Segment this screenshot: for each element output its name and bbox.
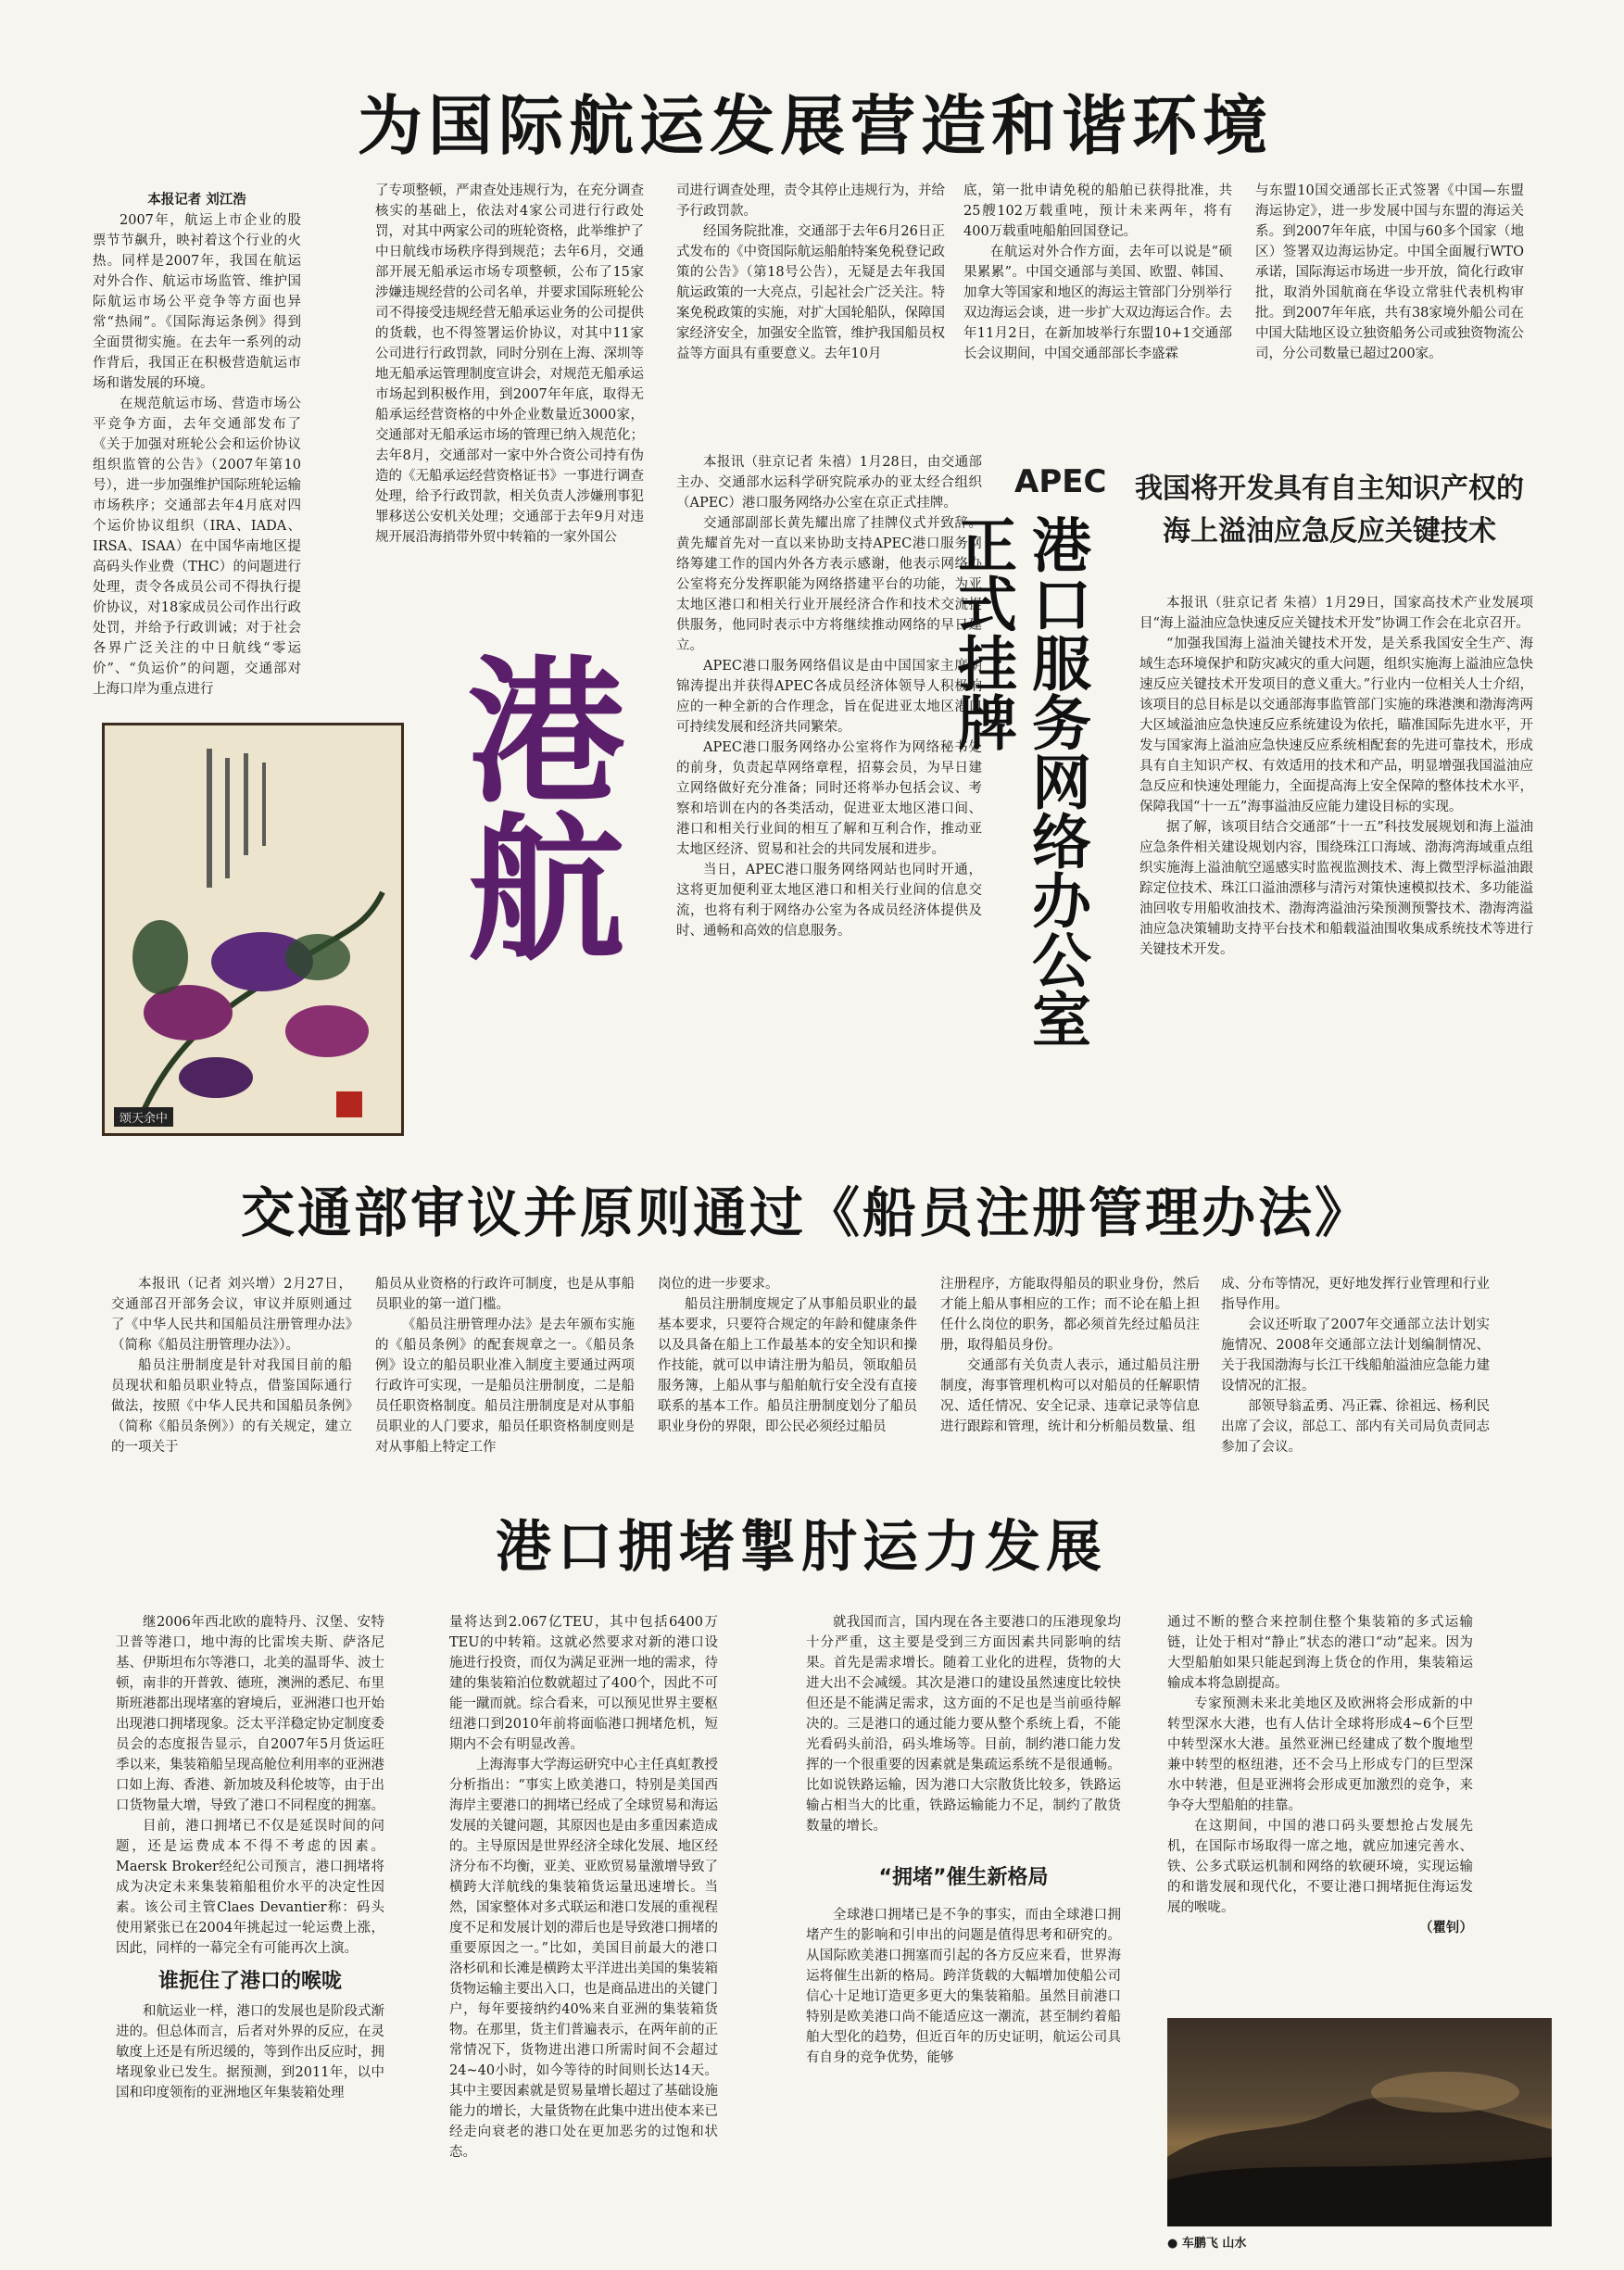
- paragraph: 本报讯（驻京记者 朱禧）1月28日，由交通部主办、交通部水运科学研究院承办的亚太经合组织（APEC）港口服务网络办公室在京正式挂牌。: [676, 455, 982, 511]
- a5-subhead-1: 谁扼住了港口的喉咙: [157, 1970, 342, 1993]
- photo-caption: ● 车鹏飞 山水: [1167, 2237, 1247, 2251]
- a5-col-4: [1167, 1612, 1473, 2001]
- paragraph: APEC港口服务网络倡议是由中国国家主席胡锦涛提出并获得APEC各成员经济体领导人积极响应的一种全新的合作理念，旨在促进亚太地区港口可持续发展和经济共同繁荣。: [676, 659, 982, 735]
- a4-col-5: [1221, 1274, 1490, 1496]
- paragraph: 上海海事大学海运研究中心主任真虹教授分析指出：“事实上欧美港口，特别是美国西海岸主要港口的拥堵已经成了全球贸易和海运发展的关键问题，其原因也是由多重因素造成的。主导原因是世界经济全球化发展、地区经济分布不均衡，亚美、亚欧贸易量激增导致了横跨大洋航线的集装箱货运量迅速增长。当然，国家整体对多式联运和港口发展的重视程度不足和发展计划的滞后也是导致港口拥堵的重要原因之一。”比如，美国目前最大的港口洛杉矶和长滩是横跨太平洋进出美国的集装箱货物运输主要出入口，也是商品进出的关键门户，每年要接纳约40%来自亚洲的集装箱货物。在那里，货主们普遍表示，在两年前的正常情况下，货物进出港口所需时间不会超过24~40小时，如今等待的时间则长达14天。其中主要因素就是贸易量增长超过了基础设施能力的增长，大量货物在此集中进出使本来已经走向衰老的港口处在更加恶劣的过饱和状态。: [449, 1758, 718, 2160]
- a1-byline: 本报记者 刘江浩: [147, 192, 246, 208]
- a2-vertical-headline: 港口服务网络办公室正式挂牌: [948, 514, 1090, 1048]
- paragraph: 本报讯（记者 刘兴增）2月27日，交通部召开部务会议，审议并原则通过了《中华人民共和国船员注册管理办法》（简称《船员注册管理办法》）。: [111, 1277, 352, 1353]
- paragraph: 当日，APEC港口服务网络网站也同时开通，这将更加便利亚太地区港口和相关行业间的信息交流，也将有利于网络办公室为各成员经济体提供及时、通畅和高效的信息服务。: [676, 863, 982, 939]
- a4-col-3: [658, 1274, 917, 1496]
- a3-headline: [1112, 468, 1547, 553]
- paragraph: 全球港口拥堵已是不争的事实，而由全球港口拥堵产生的影响和引申出的问题是值得思考和研究的。从国际欧美港口拥塞而引起的各方反应来看，世界海运将催生出新的格局。跨洋货载的大幅增加使船公司信心十足地订造更多更大的集装箱船。虽然目前港口特别是欧美港口尚不能适应这一潮流，甚至制约着船舶大型化的趋势，但近百年的历史证明，航运公司具有自身的竞争优势，能够: [806, 1908, 1121, 2065]
- a1-col-4: [963, 181, 1232, 422]
- paragraph: 就我国而言，国内现在各主要港口的压港现象均十分严重，这主要是受到三方面因素共同影响的结果。首先是需求增长。随着工业化的进程，货物的大进大出不会减缓。其次是港口的建设虽然速度比较快但还是不能满足需求，这方面的不足也是当前亟待解决的。三是港口的通过能力要从整个系统上看，不能光看码头前沿，码头堆场等。目前，制约港口能力发挥的一个很重要的因素就是集疏运系统不是很通畅。比如说铁路运输，因为港口大宗散货比较多，铁路运输占相当大的比重，铁路运输能力不足，制约了散货数量的增长。: [806, 1615, 1121, 1834]
- paragraph: 通过不断的整合来控制住整个集装箱的多式运输链，让处于相对“静止”状态的港口“动”起来。因为大型船舶如果只能起到海上货仓的作用，集装箱运输成本将急剧提高。: [1167, 1615, 1473, 1691]
- paragraph: 2007年，航运上市企业的股票节节飙升，映衬着这个行业的火热。同样是2007年，我国在航运对外合作、航运市场监管、维护国际航运市场公平竞争等方面也异常“热闹”。《国际海运条例》得到全面贯彻实施。在去年一系列的动作背后，我国正在积极营造航运市场和谐发展的环境。: [93, 213, 301, 391]
- paragraph: “加强我国海上溢油关键技术开发，是关系我国安全生产、海域生态环境保护和防灾减灾的重大问题，组织实施海上溢油应急快速反应关键技术开发项目的意义重大。”行业内一位相关人士介绍，该项目的总目标是以交通部海事监管部门实施的珠港澳和渤海湾两大区域溢油应急快速反应系统建设为依托，瞄准国际先进水平，开发与国家海上溢油应急快速反应系统相配套的先进可靠技术，形成具有自主知识产权、有效适用的技术和产品，明显增强我国溢油应急反应和快速处理能力，全面提高海上安全保障的整体技术水平，保障我国“十一五”海事溢油反应能力建设目标的实现。: [1139, 637, 1533, 814]
- paragraph: 船员注册制度规定了从事船员职业的最基本要求，只要符合规定的年龄和健康条件以及具备在船上工作最基本的安全知识和操作技能，就可以申请注册为船员，领取船员服务簿，上船从事与船舶航行安全没有直接联系的基本工作。船员注册制度划分了船员职业身份的界限，即公民必须经过船员: [658, 1297, 917, 1434]
- paragraph: 底，第一批申请免税的船舶已获得批准，共25艘102万载重吨，预计未来两年，将有400万载重吨船舶回国登记。: [963, 183, 1232, 239]
- paragraph: 经国务院批准，交通部于去年6月26日正式发布的《中资国际航运船舶特案免税登记政策的公告》（第18号公告），无疑是去年我国航运政策的一大亮点，引起社会广泛关注。特案免税政策的实施，对扩大国轮船队，保障国家经济安全，加强安全监管，维护我国船员权益等方面具有重要意义。去年10月: [676, 224, 945, 361]
- paragraph: 部领导翁孟勇、冯正霖、徐祖远、杨利民出席了会议，部总工、部内有关司局负责同志参加了会议。: [1221, 1399, 1490, 1455]
- paragraph: 会议还听取了2007年交通部立法计划实施情况、2008年交通部立法计划编制情况、关于我国渤海与长江干线船舶溢油应急能力建设情况的汇报。: [1221, 1318, 1490, 1394]
- paragraph: 注册程序，方能取得船员的职业身份，然后才能上船从事相应的工作；而不论在船上担任什么岗位的职务，都必须首先经过船员注册，取得船员身份。: [940, 1277, 1200, 1353]
- a2-body: [676, 452, 982, 1138]
- paragraph: 了专项整顿，严肃查处违规行为，在充分调查核实的基础上，依法对4家公司进行行政处罚，对其中两家公司的班轮资格，此举维护了中日航线市场秩序得到规范；去年6月，交通部开展无船承运市场专项整顿，公布了15家涉嫌违规经营的公司名单，并要求国际班轮公司不得接受违规经营无船承运业务的公司提供的货载，也不得签署运价协议，对其中11家公司进行行政罚款，同时分别在上海、深圳等地无船承运管理制度宣讲会，对规范无船承运市场起到积极作用，到2007年年底，取得无船承运经营资格的中外企业数量近3000家，交通部对无船承运市场的管理已纳入规范化；去年8月，交通部对一家中外合资公司持有伪造的《无船承运经营资格证书》一事进行调查处理，给予行政罚款，相关负责人涉嫌刑事犯罪移送公安机关处理；交通部于去年9月对违规开展沿海捎带外贸中转箱的一家外国公: [375, 183, 644, 545]
- paragraph: 交通部副部长黄先耀出席了挂牌仪式并致辞。黄先耀首先对一直以来协助支持APEC港口服务网络筹建工作的国内外各方表示感谢，他表示网络办公室将充分发挥职能为网络搭建平台的功能，为亚太地区港口和相关行业开展经济合作和技术交流提供服务，他同时表示中方将继续推动网络的早日建立。: [676, 516, 982, 653]
- painting-caption: 颂天余中: [114, 1107, 173, 1127]
- a5-col-1: [116, 1612, 384, 2242]
- paragraph: 据了解，该项目结合交通部“十一五”科技发展规划和海上溢油应急条件相关建设规划内容，围绕珠江口海域、渤海湾海域重点组织实施海上溢油航空遥感实时监视监测技术、海上微型浮标溢油跟踪定位技术、珠江口溢油漂移与清污对策快速模拟技术、多功能溢油回收专用船收油技术、渤海湾溢油污染预测预警技术、渤海湾溢油应急决策辅助支持平台技术和船载溢油围收集成系统技术等进行关键技术开发。: [1139, 820, 1533, 957]
- a1-col-3: [676, 181, 945, 422]
- paragraph: 岗位的进一步要求。: [658, 1277, 779, 1292]
- landscape-icon: [1167, 2018, 1552, 2226]
- paragraph: APEC港口服务网络办公室将作为网络秘书处的前身，负责起草网络章程，招募会员，为早日建立网络做好充分准备；同时还将举办包括会议、考察和培训在内的各类活动，促进亚太地区港口间、港口和相关行业间的相互了解和互利合作，推动亚太地区经济、贸易和社会的共同发展和进步。: [676, 740, 982, 857]
- headline-1: 为国际航运发展营造和谐环境: [358, 87, 1273, 164]
- paragraph: 专家预测未来北美地区及欧洲将会形成新的中转型深水大港，也有人估计全球将形成4~6个巨型中转型深水大港。虽然亚洲已经建成了数个腹地型兼中转型的枢纽港，还不会马上形成专门的巨型深水中转港，但是亚洲将会形成更加激烈的竞争，来争夺大型船舶的挂靠。: [1167, 1696, 1473, 1813]
- paragraph: 与东盟10国交通部长正式签署《中国—东盟海运协定》，进一步发展中国与东盟的海运关系。到2007年年底，中国与60多个国家（地区）签署双边海运协定。中国全面履行WTO承诺，国际海运市场进一步开放，简化行政审批，取消外国航商在华设立常驻代表机构审批。到2007年年底，共有38家境外船公司在中国大陆地区设立独资船务公司或独资物流公司，分公司数量已超过200家。: [1255, 183, 1524, 361]
- landscape-photo: [1167, 2018, 1552, 2226]
- a5-col-3: [806, 1612, 1121, 2242]
- paragraph: 船员注册制度是针对我国目前的船员现状和船员职业特点，借鉴国际通行做法，按照《中华人民共和国船员条例》（简称《船员条例》）的有关规定，建立的一项关于: [111, 1358, 352, 1455]
- a5-signoff: （瞿钊）: [1419, 1920, 1473, 1936]
- paragraph: 交通部有关负责人表示，通过船员注册制度，海事管理机构可以对船员的任解职情况、适任情况、安全记录、违章记录等信息进行跟踪和管理，统计和分析船员数量、组: [940, 1358, 1200, 1434]
- paragraph: 量将达到2.067亿TEU，其中包括6400万TEU的中转箱。这就必然要求对新的港口设施进行投资，而仅为满足亚洲一地的需求，待建的集装箱泊位数就超过了400个，因此不可能一蹴而就。综合看来，可以预见世界主要枢纽港口到2010年前将面临港口拥堵危机，短期内不会有明显改善。: [449, 1615, 718, 1752]
- a3-headline-line-1: 我国将开发具有自主知识产权的: [1135, 473, 1524, 505]
- paragraph: 《船员注册管理办法》是去年颁布实施的《船员条例》的配套规章之一。《船员条例》设立的船员职业准入制度主要通过两项行政许可实现，一是船员注册制度，二是船员任职资格制度。船员注册制度是对从事船员职业的人门要求，船员任职资格制度则是对从事船上特定工作: [375, 1318, 635, 1455]
- section-label-ganghang: 港航: [440, 649, 625, 964]
- painting-morning-glory: [102, 723, 404, 1136]
- paragraph: 船员从业资格的行政许可制度，也是从事船员职业的第一道门槛。: [375, 1277, 635, 1312]
- a4-col-2: [375, 1274, 635, 1496]
- headline-2: 交通部审议并原则通过《船员注册管理办法》: [240, 1181, 1371, 1244]
- a5-subhead-2: “拥堵”催生新格局: [878, 1866, 1049, 1889]
- paragraph: 在这期间，中国的港口码头要想抢占发展先机，在国际市场取得一席之地，就应加速完善水、铁、公多式联运机制和网络的软硬环境，实现运输的和谐发展和现代化，不要让港口拥堵扼住海运发展的喉咙。: [1167, 1819, 1473, 1915]
- paragraph: 在航运对外合作方面，去年可以说是“硕果累累”。中国交通部与美国、欧盟、韩国、加拿大等国家和地区的海运主管部门分别举行双边海运会谈，进一步扩大双边海运合作。去年11月2日，在新加坡举行东盟10+1交通部长会议期间，中国交通部部长李盛霖: [963, 245, 1232, 361]
- paragraph: 目前，港口拥堵已不仅是延误时间的问题，还是运费成本不得不考虑的因素。Maersk Broker经纪公司预言，港口拥堵将成为决定未来集装箱船租价水平的决定性因素。该公司主管Claes Devantier称：码头使用紧张已在2004年挑起过一轮运费上涨，因此，同样的一幕完全有可能再次上演。: [116, 1819, 384, 1956]
- apec-tag: APEC: [1014, 463, 1107, 500]
- a3-body: [1139, 593, 1533, 1140]
- headline-3: 港口拥堵掣肘运力发展: [496, 1515, 1107, 1580]
- paragraph: 本报讯（驻京记者 朱禧）1月29日，国家高技术产业发展项目“海上溢油应急快速反应关键技术开发”协调工作会在北京召开。: [1139, 596, 1533, 631]
- a1-col-1: [93, 190, 301, 697]
- paragraph: 在规范航运市场、营造市场公平竞争方面，去年交通部发布了《关于加强对班轮公会和运价协议组织监管的公告》（2007年第10号），进一步加强维护国际班轮运输市场秩序；交通部去年4月底对四个运价协议组织（IRA、IADA、IRSA、ISAA）在中国华南地区提高码头作业费（THC）的问题进行处理，责令各成员公司不得执行提价协议，对18家成员公司作出行政处罚，并给予行政训诫；对于社会各界广泛关注的中日航线“零运价”、“负运价”的问题，交通部对上海口岸为重点进行: [93, 397, 301, 697]
- a4-col-1: [111, 1274, 352, 1496]
- a5-col-2: [449, 1612, 718, 2242]
- paragraph: 成、分布等情况，更好地发挥行业管理和行业指导作用。: [1221, 1277, 1490, 1312]
- a1-col-2: [375, 181, 644, 681]
- a1-col-5: [1255, 181, 1524, 422]
- a4-col-4: [940, 1274, 1200, 1496]
- painting-flowers-icon: [105, 725, 401, 1133]
- paragraph: 司进行调查处理，责令其停止违规行为，并给予行政罚款。: [676, 183, 945, 219]
- a3-headline-line-2: 海上溢油应急反应关键技术: [1163, 515, 1496, 548]
- paragraph: 继2006年西北欧的鹿特丹、汉堡、安特卫普等港口，地中海的比雷埃夫斯、萨洛尼基、伊斯坦布尔等港口，北美的温哥华、波士顿，南非的开普敦、德班，澳洲的悉尼、布里斯班港都出现堵塞的窘境后，亚洲港口也开始出现港口拥堵现象。泛太平洋稳定协定制度委员会的态度报告显示，自2007年5月货运旺季以来，集装箱船呈现高舱位利用率的亚洲港口如上海、香港、新加坡及科伦坡等，由于出口货物量大增，导致了港口不同程度的拥塞。: [116, 1615, 384, 1813]
- paragraph: 和航运业一样，港口的发展也是阶段式渐进的。但总体而言，后者对外界的反应，在灵敏度上还是有所迟缓的，等到作出反应时，拥堵现象业已发生。据预测，到2011年，以中国和印度领衔的亚洲地区年集装箱处理: [116, 2004, 384, 2100]
